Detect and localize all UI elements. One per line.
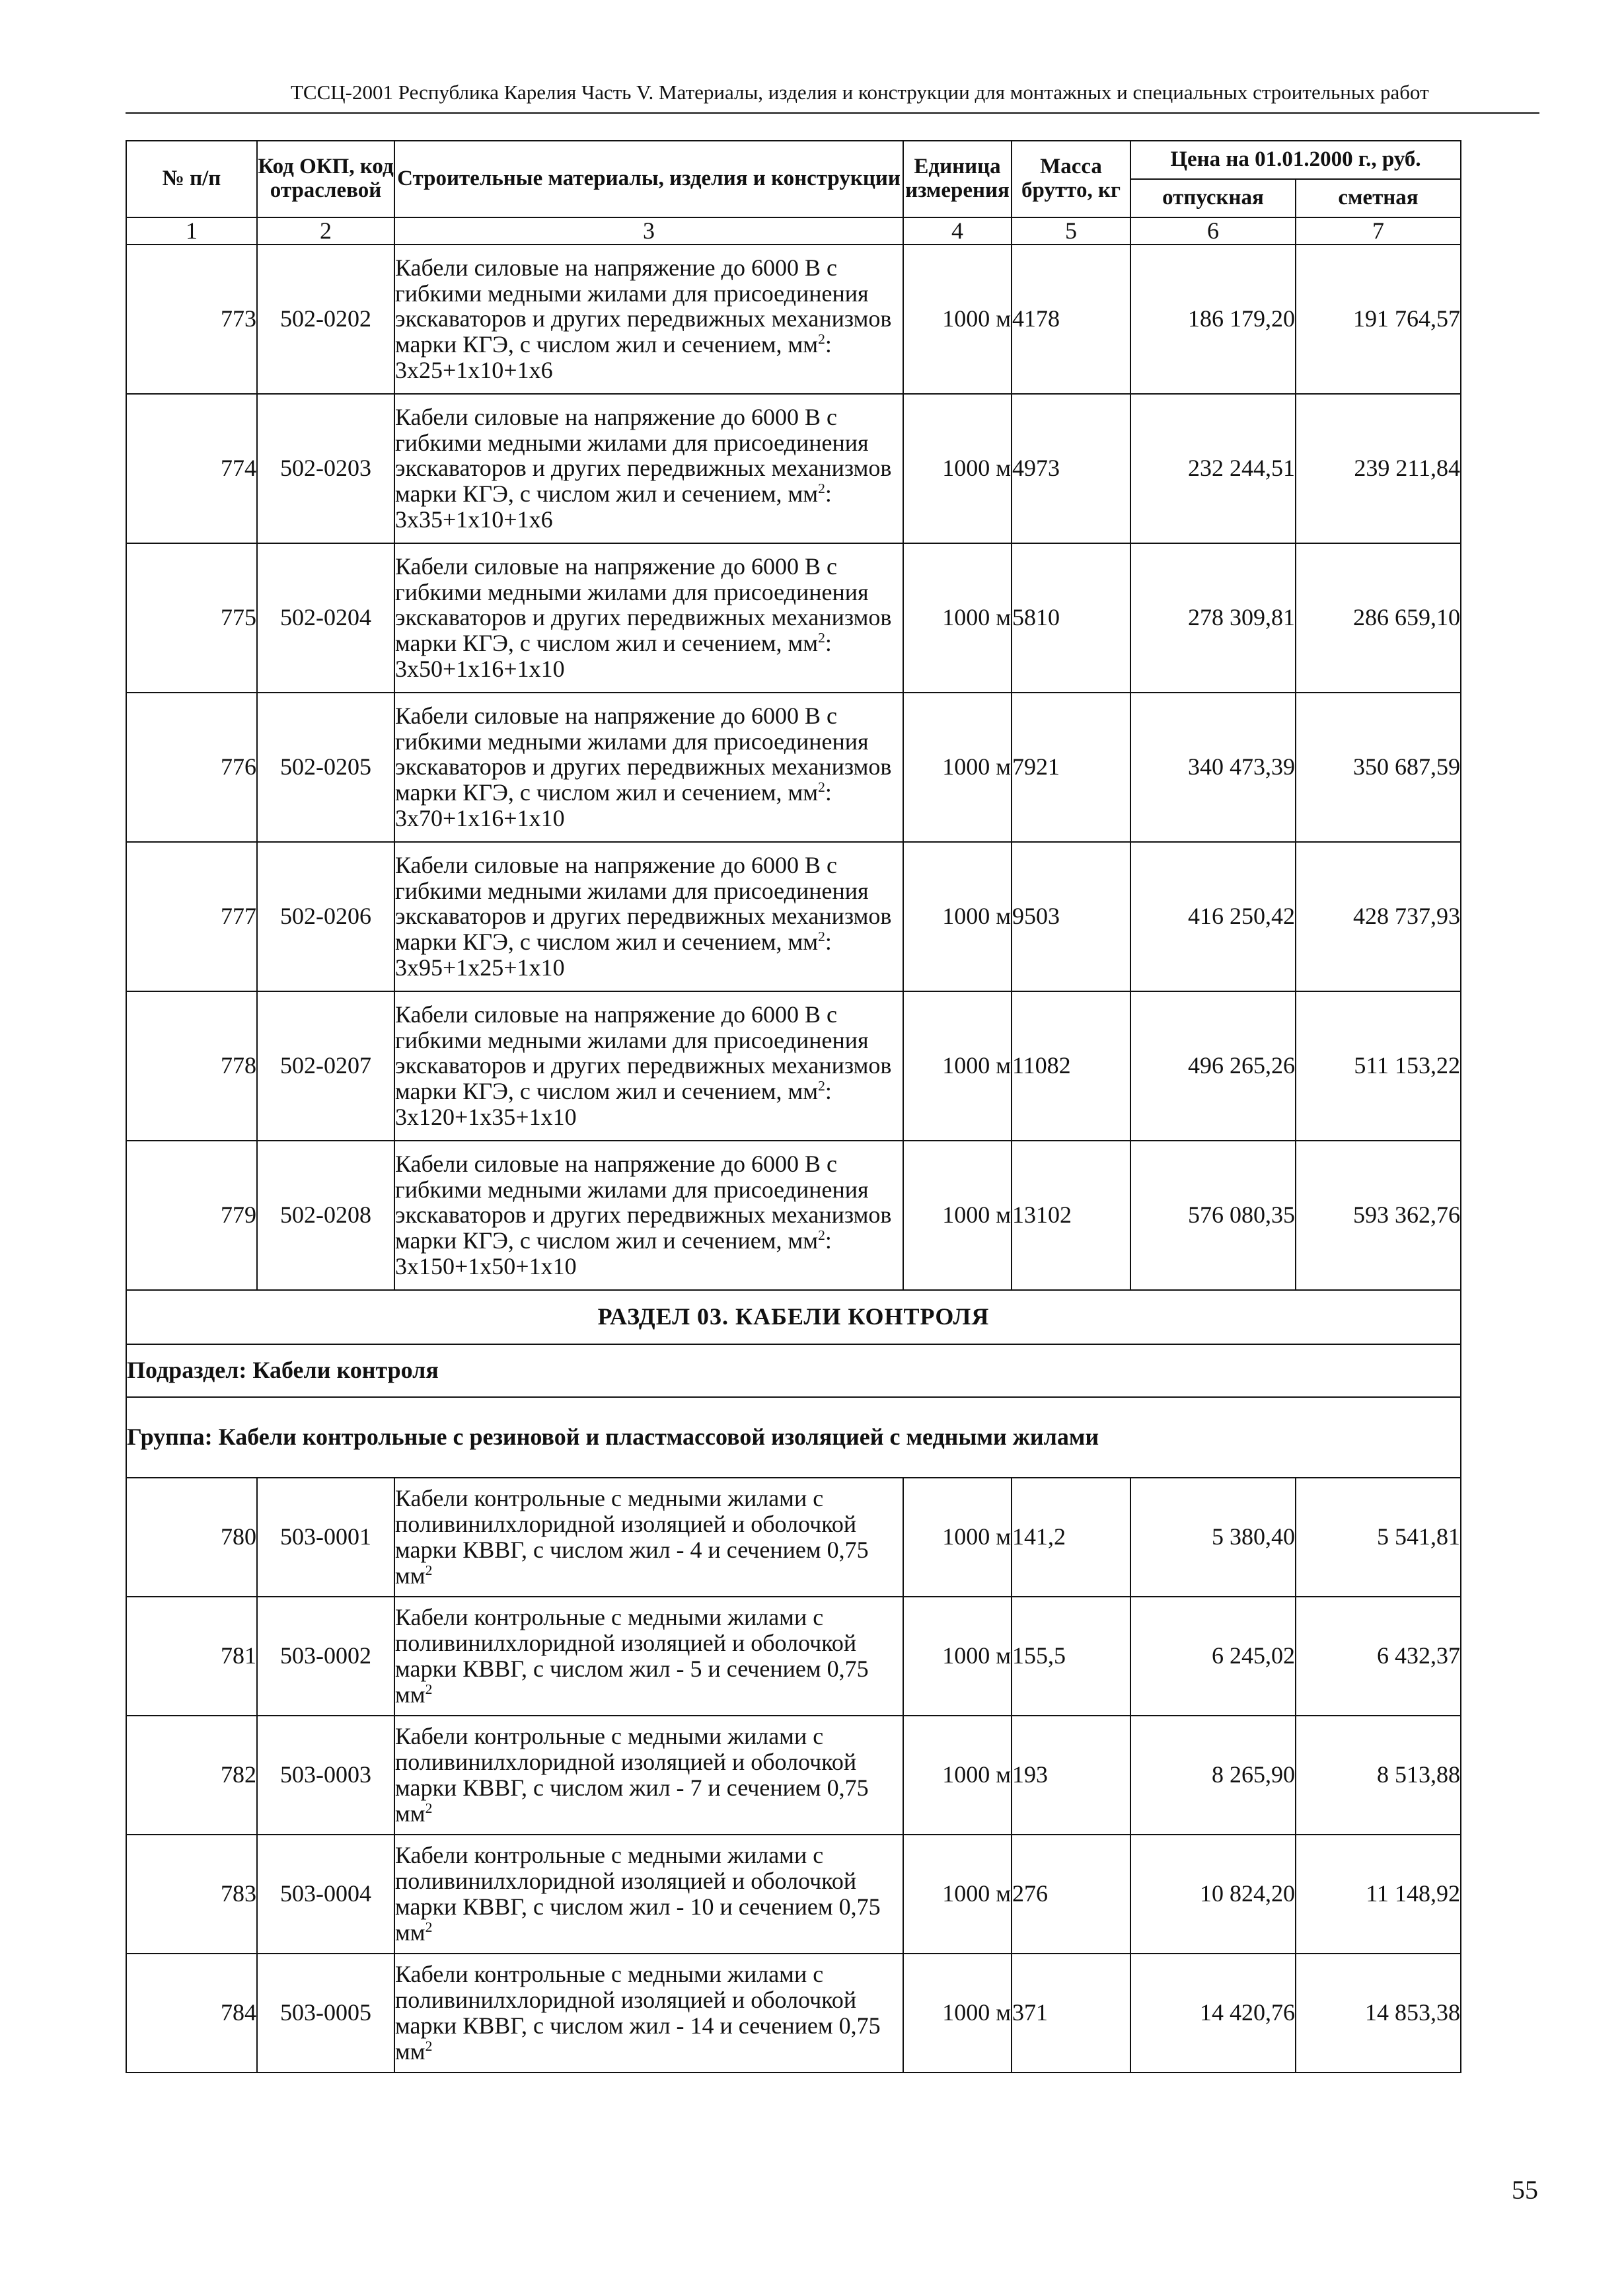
row-unit: 1000 м [903,1141,1012,1290]
section-spec: : 3х35+1х10+1х6 [395,480,832,533]
header-rule [126,112,1539,114]
row-code: 503-0004 [257,1835,394,1954]
header-price-group: Цена на 01.01.2000 г., руб. [1130,141,1461,179]
row-unit: 1000 м [903,693,1012,842]
description-text: Кабели силовые на напряжение до 6000 В с гибкими медными жилами для присоединения экскаваторов и других передвижных механизмов марки КГЭ, с числом жил и сечением, мм [395,702,892,806]
header-num: № п/п [126,141,257,217]
row-number: 774 [126,394,257,543]
row-price-release: 6 245,02 [1130,1597,1296,1716]
description-text: Кабели силовые на напряжение до 6000 В с гибкими медными жилами для присоединения экскаваторов и других передвижных механизмов марки КГЭ, с числом жил и сечением, мм [395,1150,892,1254]
header-price-estimate: сметная [1296,179,1461,217]
description-text: Кабели контрольные с медными жилами с поливинилхлоридной изоляцией и оболочкой марки КВВГ, с числом жил - 5 и сечением 0,75 мм [395,1604,869,1708]
description-text: Кабели контрольные с медными жилами с поливинилхлоридной изоляцией и оболочкой марки КВВГ, с числом жил - 10 и сечением 0,75 мм [395,1842,881,1946]
column-number-row [126,217,1461,245]
row-mass: 7921 [1012,693,1130,842]
unit-exponent: 2 [818,331,825,348]
section-title: РАЗДЕЛ 03. КАБЕЛИ КОНТРОЛЯ [126,1290,1461,1344]
column-number: 6 [1130,217,1296,245]
section-spec: : 3х50+1х16+1х10 [395,630,832,683]
section-block [126,1290,1461,1478]
row-code: 502-0203 [257,394,394,543]
column-number: 1 [126,217,257,245]
row-price-release: 278 309,81 [1130,543,1296,693]
row-price-release: 496 265,26 [1130,991,1296,1141]
price-table [126,140,1461,2073]
row-price-release: 5 380,40 [1130,1478,1296,1597]
column-number: 2 [257,217,394,245]
row-mass: 5810 [1012,543,1130,693]
row-unit: 1000 м [903,1835,1012,1954]
description-text: Кабели силовые на напряжение до 6000 В с гибкими медными жилами для присоединения экскаваторов и других передвижных механизмов марки КГЭ, с числом жил и сечением, мм [395,851,892,956]
description-text: Кабели контрольные с медными жилами с поливинилхлоридной изоляцией и оболочкой марки КВВГ, с числом жил - 14 и сечением 0,75 мм [395,1961,881,2065]
row-unit: 1000 м [903,1716,1012,1835]
table-row [126,245,1461,394]
row-price-estimate: 8 513,88 [1296,1716,1461,1835]
row-code: 502-0204 [257,543,394,693]
header-name: Строительные материалы, изделия и конструкции [394,141,903,217]
table-row [126,842,1461,991]
row-unit: 1000 м [903,1597,1012,1716]
row-price-estimate: 5 541,81 [1296,1478,1461,1597]
row-unit: 1000 м [903,1478,1012,1597]
subsection-title: Подраздел: Кабели контроля [126,1344,1461,1397]
row-unit: 1000 м [903,1954,1012,2073]
unit-exponent: 2 [818,630,825,646]
unit-exponent: 2 [425,1919,433,1935]
row-mass: 276 [1012,1835,1130,1954]
row-description [394,1597,903,1716]
row-code: 502-0206 [257,842,394,991]
power-cable-rows [126,245,1461,1290]
header-unit: Единица измерения [903,141,1012,217]
row-description [394,543,903,693]
table-row [126,1716,1461,1835]
row-description [394,245,903,394]
section-spec: : 3х150+1х50+1х10 [395,1227,832,1280]
row-code: 503-0002 [257,1597,394,1716]
row-mass: 4973 [1012,394,1130,543]
description-text: Кабели контрольные с медными жилами с поливинилхлоридной изоляцией и оболочкой марки КВВГ, с числом жил - 7 и сечением 0,75 мм [395,1723,869,1827]
row-description [394,693,903,842]
row-code: 502-0205 [257,693,394,842]
row-number: 784 [126,1954,257,2073]
section-spec: : 3х95+1х25+1х10 [395,929,832,981]
row-price-release: 186 179,20 [1130,245,1296,394]
description-text: Кабели силовые на напряжение до 6000 В с гибкими медными жилами для присоединения экскаваторов и других передвижных механизмов марки КГЭ, с числом жил и сечением, мм [395,552,892,657]
row-price-estimate: 6 432,37 [1296,1597,1461,1716]
column-number: 4 [903,217,1012,245]
group-title [126,1397,1461,1478]
row-unit: 1000 м [903,245,1012,394]
row-price-release: 14 420,76 [1130,1954,1296,2073]
row-description [394,1716,903,1835]
unit-exponent: 2 [425,1800,433,1816]
unit-exponent: 2 [818,1078,825,1094]
row-mass: 13102 [1012,1141,1130,1290]
header-price-release: отпускная [1130,179,1296,217]
row-price-estimate: 428 737,93 [1296,842,1461,991]
row-description [394,1478,903,1597]
row-code: 502-0207 [257,991,394,1141]
group-title-text: Группа: Кабели контрольные с резиновой и пластмассовой изоляцией с медными жилами [127,1424,1099,1451]
row-description [394,1141,903,1290]
unit-exponent: 2 [425,1681,433,1697]
row-number: 780 [126,1478,257,1597]
row-price-release: 416 250,42 [1130,842,1296,991]
row-number: 779 [126,1141,257,1290]
row-price-estimate: 191 764,57 [1296,245,1461,394]
description-text: Кабели силовые на напряжение до 6000 В с гибкими медными жилами для присоединения экскаваторов и других передвижных механизмов марки КГЭ, с числом жил и сечением, мм [395,254,892,358]
row-mass: 9503 [1012,842,1130,991]
running-header: ТССЦ-2001 Республика Карелия Часть V. Материалы, изделия и конструкции для монтажных и специальных строительных работ [291,81,1429,104]
description-text: Кабели силовые на напряжение до 6000 В с гибкими медными жилами для присоединения экскаваторов и других передвижных механизмов марки КГЭ, с числом жил и сечением, мм [395,403,892,508]
row-price-estimate: 286 659,10 [1296,543,1461,693]
unit-exponent: 2 [425,1562,433,1578]
row-price-release: 340 473,39 [1130,693,1296,842]
row-mass: 11082 [1012,991,1130,1141]
table-row [126,543,1461,693]
page-number: 55 [1512,2175,1538,2205]
column-number: 3 [394,217,903,245]
row-number: 776 [126,693,257,842]
column-number: 5 [1012,217,1130,245]
row-description [394,394,903,543]
table-row [126,693,1461,842]
row-price-release: 10 824,20 [1130,1835,1296,1954]
row-price-estimate: 239 211,84 [1296,394,1461,543]
table-row [126,1954,1461,2073]
row-mass: 193 [1012,1716,1130,1835]
row-price-release: 8 265,90 [1130,1716,1296,1835]
table-row [126,394,1461,543]
table-row [126,1597,1461,1716]
row-mass: 155,5 [1012,1597,1130,1716]
row-number: 778 [126,991,257,1141]
row-unit: 1000 м [903,394,1012,543]
row-code: 503-0001 [257,1478,394,1597]
row-unit: 1000 м [903,543,1012,693]
row-number: 782 [126,1716,257,1835]
row-code: 503-0005 [257,1954,394,2073]
row-code: 502-0202 [257,245,394,394]
unit-exponent: 2 [818,480,825,497]
row-unit: 1000 м [903,842,1012,991]
unit-exponent: 2 [818,779,825,796]
section-spec: : 3х120+1х35+1х10 [395,1078,832,1131]
row-price-estimate: 350 687,59 [1296,693,1461,842]
row-unit: 1000 м [903,991,1012,1141]
row-description [394,1835,903,1954]
row-number: 777 [126,842,257,991]
row-number: 773 [126,245,257,394]
table-row [126,991,1461,1141]
header-code: Код ОКП, код отраслевой [257,141,394,217]
description-text: Кабели силовые на напряжение до 6000 В с гибкими медными жилами для присоединения экскаваторов и других передвижных механизмов марки КГЭ, с числом жил и сечением, мм [395,1001,892,1105]
section-spec: : 3х70+1х16+1х10 [395,779,832,832]
header-mass: Масса брутто, кг [1012,141,1130,217]
row-number: 775 [126,543,257,693]
unit-exponent: 2 [818,929,825,945]
row-price-estimate: 11 148,92 [1296,1835,1461,1954]
table-row [126,1141,1461,1290]
row-mass: 371 [1012,1954,1130,2073]
row-code: 503-0003 [257,1716,394,1835]
column-number: 7 [1296,217,1461,245]
table-row [126,1835,1461,1954]
table-row [126,1478,1461,1597]
row-mass: 141,2 [1012,1478,1130,1597]
row-price-estimate: 14 853,38 [1296,1954,1461,2073]
row-description [394,842,903,991]
row-price-release: 232 244,51 [1130,394,1296,543]
description-text: Кабели контрольные с медными жилами с поливинилхлоридной изоляцией и оболочкой марки КВВГ, с числом жил - 4 и сечением 0,75 мм [395,1485,869,1589]
row-price-estimate: 593 362,76 [1296,1141,1461,1290]
row-mass: 4178 [1012,245,1130,394]
unit-exponent: 2 [425,2037,433,2054]
unit-exponent: 2 [818,1227,825,1244]
row-price-release: 576 080,35 [1130,1141,1296,1290]
row-number: 781 [126,1597,257,1716]
row-price-estimate: 511 153,22 [1296,991,1461,1141]
row-code: 502-0208 [257,1141,394,1290]
row-description [394,1954,903,2073]
row-description [394,991,903,1141]
row-number: 783 [126,1835,257,1954]
section-spec: : 3х25+1х10+1х6 [395,331,832,384]
control-cable-rows [126,1478,1461,2073]
